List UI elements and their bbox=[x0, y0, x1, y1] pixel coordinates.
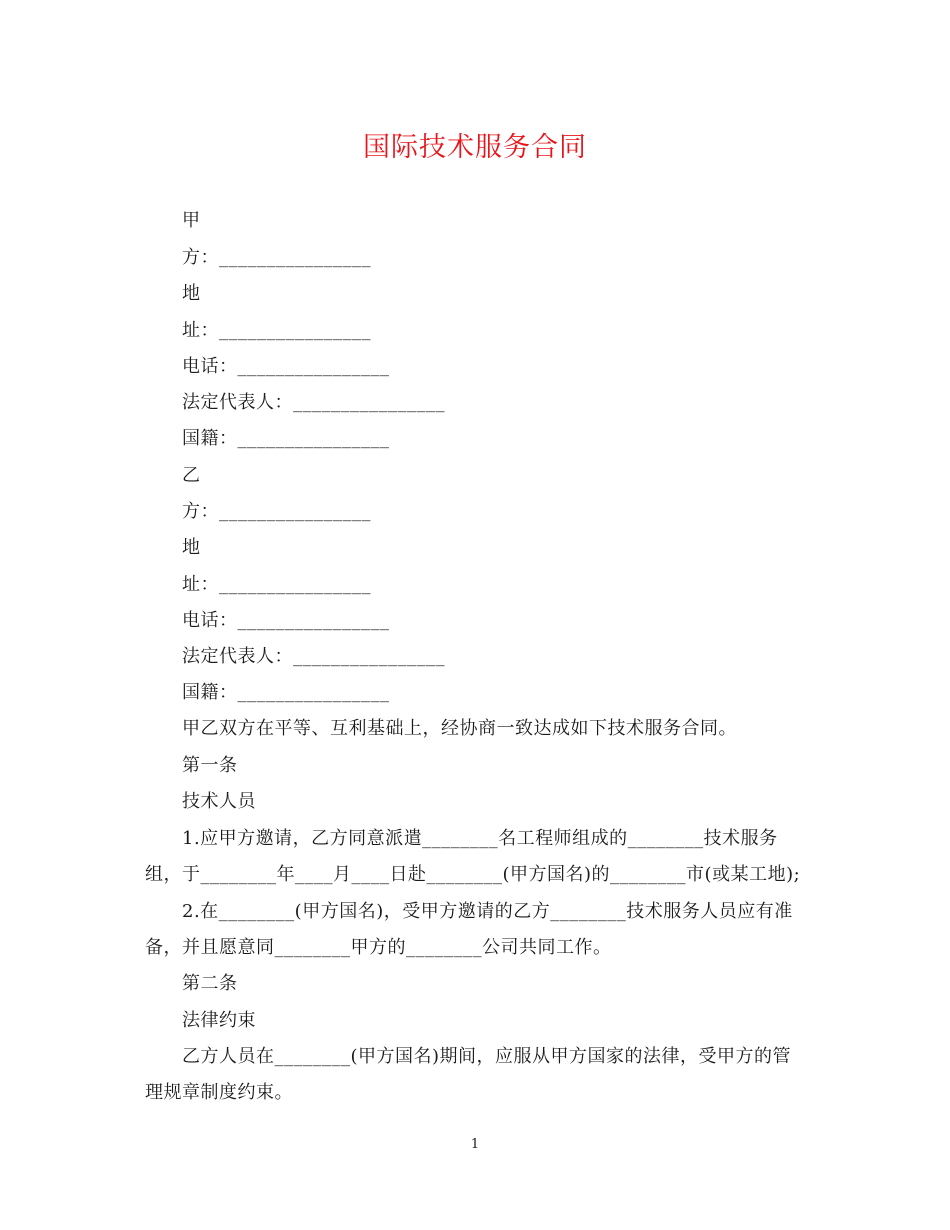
preamble-paragraph: 甲乙双方在平等、互利基础上，经协商一致达成如下技术服务合同。 bbox=[182, 718, 737, 739]
party-a-address-char: 地 bbox=[182, 283, 201, 304]
party-b-legal-rep-field: 法定代表人：________________ bbox=[182, 646, 445, 667]
article-1-heading: 技术人员 bbox=[182, 791, 256, 812]
document-title: 国际技术服务合同 bbox=[363, 132, 587, 163]
party-b-name-field: 方：________________ bbox=[182, 501, 371, 522]
article-1-clause-1-line-2: 组，于________年____月____日赴________(甲方国名)的________市(或某工地); bbox=[145, 864, 801, 885]
party-b-name-char: 乙 bbox=[182, 465, 201, 486]
article-2-body-line-1: 乙方人员在________(甲方国名)期间，应服从甲方国家的法律，受甲方的管 bbox=[182, 1046, 792, 1067]
party-a-name-field: 方：________________ bbox=[182, 247, 371, 268]
party-a-phone-field: 电话：________________ bbox=[182, 356, 390, 377]
party-a-name-char: 甲 bbox=[182, 210, 201, 231]
article-2-number: 第二条 bbox=[182, 973, 238, 994]
party-a-nationality-field: 国籍：________________ bbox=[182, 428, 390, 449]
party-b-address-char: 地 bbox=[182, 537, 201, 558]
page-number: 1 bbox=[470, 1137, 480, 1152]
article-1-number: 第一条 bbox=[182, 755, 238, 776]
article-1-clause-2-line-2: 备，并且愿意同________甲方的________公司共同工作。 bbox=[145, 937, 612, 958]
article-1-clause-1-line-1: 1.应甲方邀请，乙方同意派遣________名工程师组成的________技术服务 bbox=[182, 828, 778, 849]
party-a-legal-rep-field: 法定代表人：________________ bbox=[182, 392, 445, 413]
party-b-address-field: 址：________________ bbox=[182, 574, 371, 595]
article-1-clause-2-line-1: 2.在________(甲方国名)，受甲方邀请的乙方________技术服务人员应有准 bbox=[182, 901, 793, 922]
article-2-heading: 法律约束 bbox=[182, 1010, 256, 1031]
party-a-address-field: 址：________________ bbox=[182, 320, 371, 341]
article-2-body-line-2: 理规章制度约束。 bbox=[145, 1082, 293, 1103]
party-b-nationality-field: 国籍：________________ bbox=[182, 682, 390, 703]
party-b-phone-field: 电话：________________ bbox=[182, 610, 390, 631]
